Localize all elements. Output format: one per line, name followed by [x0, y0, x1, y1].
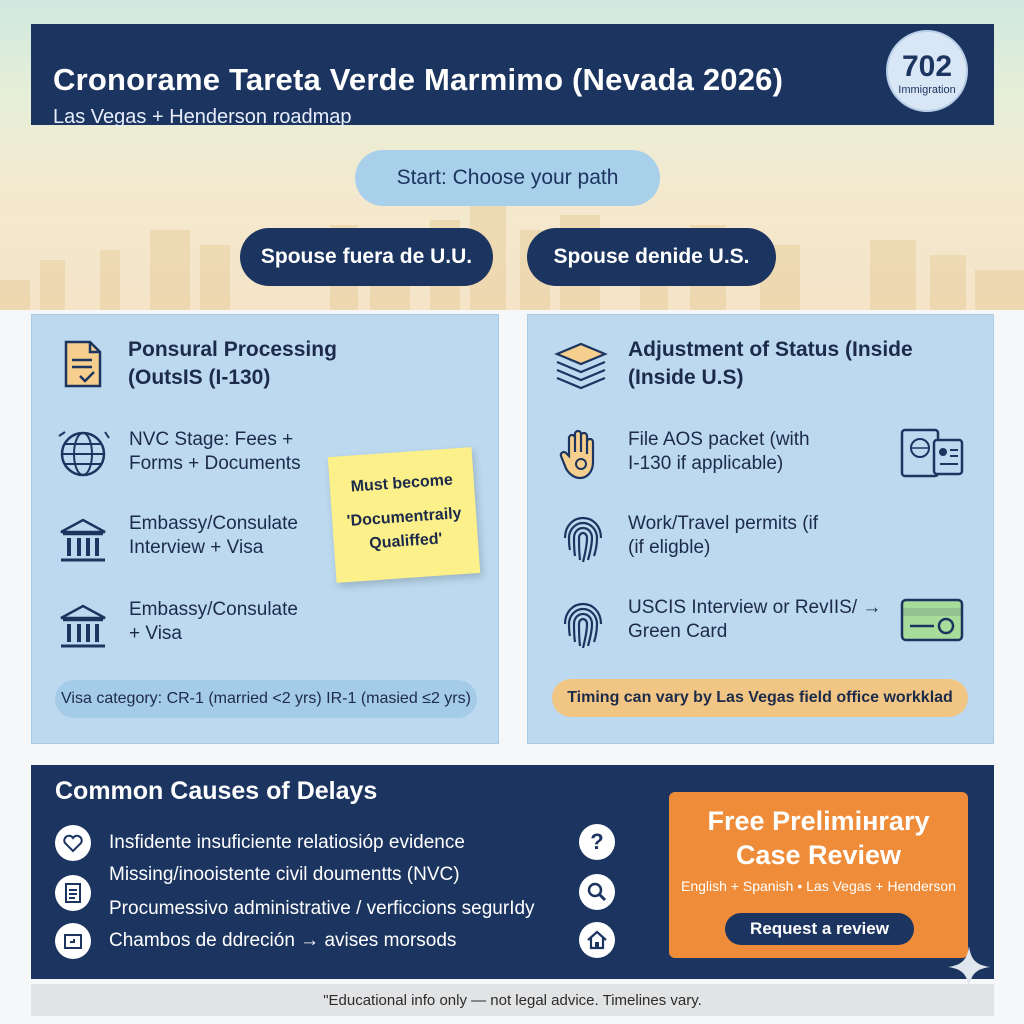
- file-aos-label: File AOS packet (with I-130 if applicable): [628, 429, 810, 474]
- aos-heading-item: [553, 336, 913, 392]
- fingerprint-icon: [555, 510, 611, 566]
- uscis-interview-item: [555, 596, 881, 652]
- embassy-visa-item: [55, 598, 298, 654]
- city-skyline-illustration: [0, 190, 1024, 310]
- delay-item: [55, 891, 535, 927]
- delay-text: Insfidente insuficiente relatiosióp evidence: [109, 832, 465, 853]
- work-travel-item: [555, 510, 818, 566]
- fingerprint-icon: [555, 596, 611, 652]
- nvc-stage-label: NVC Stage: Fees + Forms + Documents: [129, 429, 301, 474]
- consular-heading-item: [60, 336, 337, 392]
- delay-item: [55, 825, 465, 861]
- disclaimer-footer: "Educational info only — not legal advice. Timelines vary.: [31, 984, 994, 1016]
- timing-note: Timing can vary by Las Vegas field office workklad: [552, 679, 968, 717]
- path-outside-button[interactable]: Spouse fuera de U.U.: [240, 228, 493, 286]
- passport-id-icon: [898, 426, 966, 482]
- embassy-interview-item: [55, 512, 298, 568]
- sticky-note-line2: 'Documentraily Qualiffed': [346, 505, 463, 553]
- page-header: [31, 24, 994, 128]
- sticky-note: [328, 447, 480, 583]
- hearts-icon: [55, 825, 91, 861]
- page-title: Cronorame Tareta Verde Marmimo (Nevada 2026): [53, 62, 784, 97]
- home-icon: [579, 922, 615, 958]
- badge-number: 702: [901, 50, 953, 83]
- globe-icon: [55, 426, 111, 482]
- document-icon: [60, 336, 116, 392]
- stacked-papers-icon: [553, 336, 609, 392]
- delay-item: [55, 857, 460, 893]
- delay-item: [55, 923, 456, 959]
- request-review-button[interactable]: Request a review: [725, 913, 914, 945]
- delay-text: Procumessivo administrative / verficcions segurIdy: [109, 898, 535, 919]
- delays-title: Common Causes of Delays: [55, 777, 378, 805]
- consular-heading: Ponsural Processing (OutsIS (I-130): [128, 338, 337, 389]
- embassy-building-icon: [55, 598, 111, 654]
- badge-label: Immigration: [898, 84, 956, 96]
- green-card-icon: [898, 594, 966, 650]
- magnifier-icon: [579, 874, 615, 910]
- embassy-building-icon: [55, 512, 111, 568]
- raised-hand-icon: [553, 426, 609, 482]
- path-inside-button[interactable]: Spouse denide U.S.: [527, 228, 776, 286]
- cta-subtitle: English + Spanish • Las Vegas + Henderson: [681, 878, 956, 894]
- page-subtitle: Las Vegas + Henderson roadmap: [53, 106, 352, 128]
- delay-text: Chambos de ddreción → avises morsods: [109, 930, 457, 951]
- start-choose-path-pill[interactable]: Start: Choose your path: [355, 150, 660, 206]
- nvc-stage-item: [55, 426, 301, 482]
- visa-category-note: Visa category: CR-1 (married <2 yrs) IR-1 (masied ≤2 yrs): [55, 680, 477, 718]
- free-review-card: [669, 792, 968, 958]
- embassy-visa-label: Embassy/Consulate + Visa: [129, 599, 298, 644]
- uscis-interview-label: USCIS Interview or RevIIS/ → Green Card: [628, 597, 882, 642]
- delay-text: Missing/inooistente civil doumentts (NVC): [109, 864, 460, 885]
- question-mark-icon: ?: [579, 824, 615, 860]
- sticky-note-line1: Must become: [350, 471, 454, 496]
- work-travel-label: Work/Travel permits (if (if eligble): [628, 513, 819, 558]
- embassy-interview-label: Embassy/Consulate Interview + Visa: [129, 513, 298, 558]
- file-aos-item: [553, 426, 810, 482]
- cta-title: Free Prelimінrary Case Review: [707, 806, 930, 870]
- aos-heading: Adjustment of Status (Inside (Inside U.S): [628, 338, 913, 389]
- address-change-icon: [55, 923, 91, 959]
- area-code-badge: [886, 30, 968, 112]
- sparkle-icon: [946, 944, 992, 990]
